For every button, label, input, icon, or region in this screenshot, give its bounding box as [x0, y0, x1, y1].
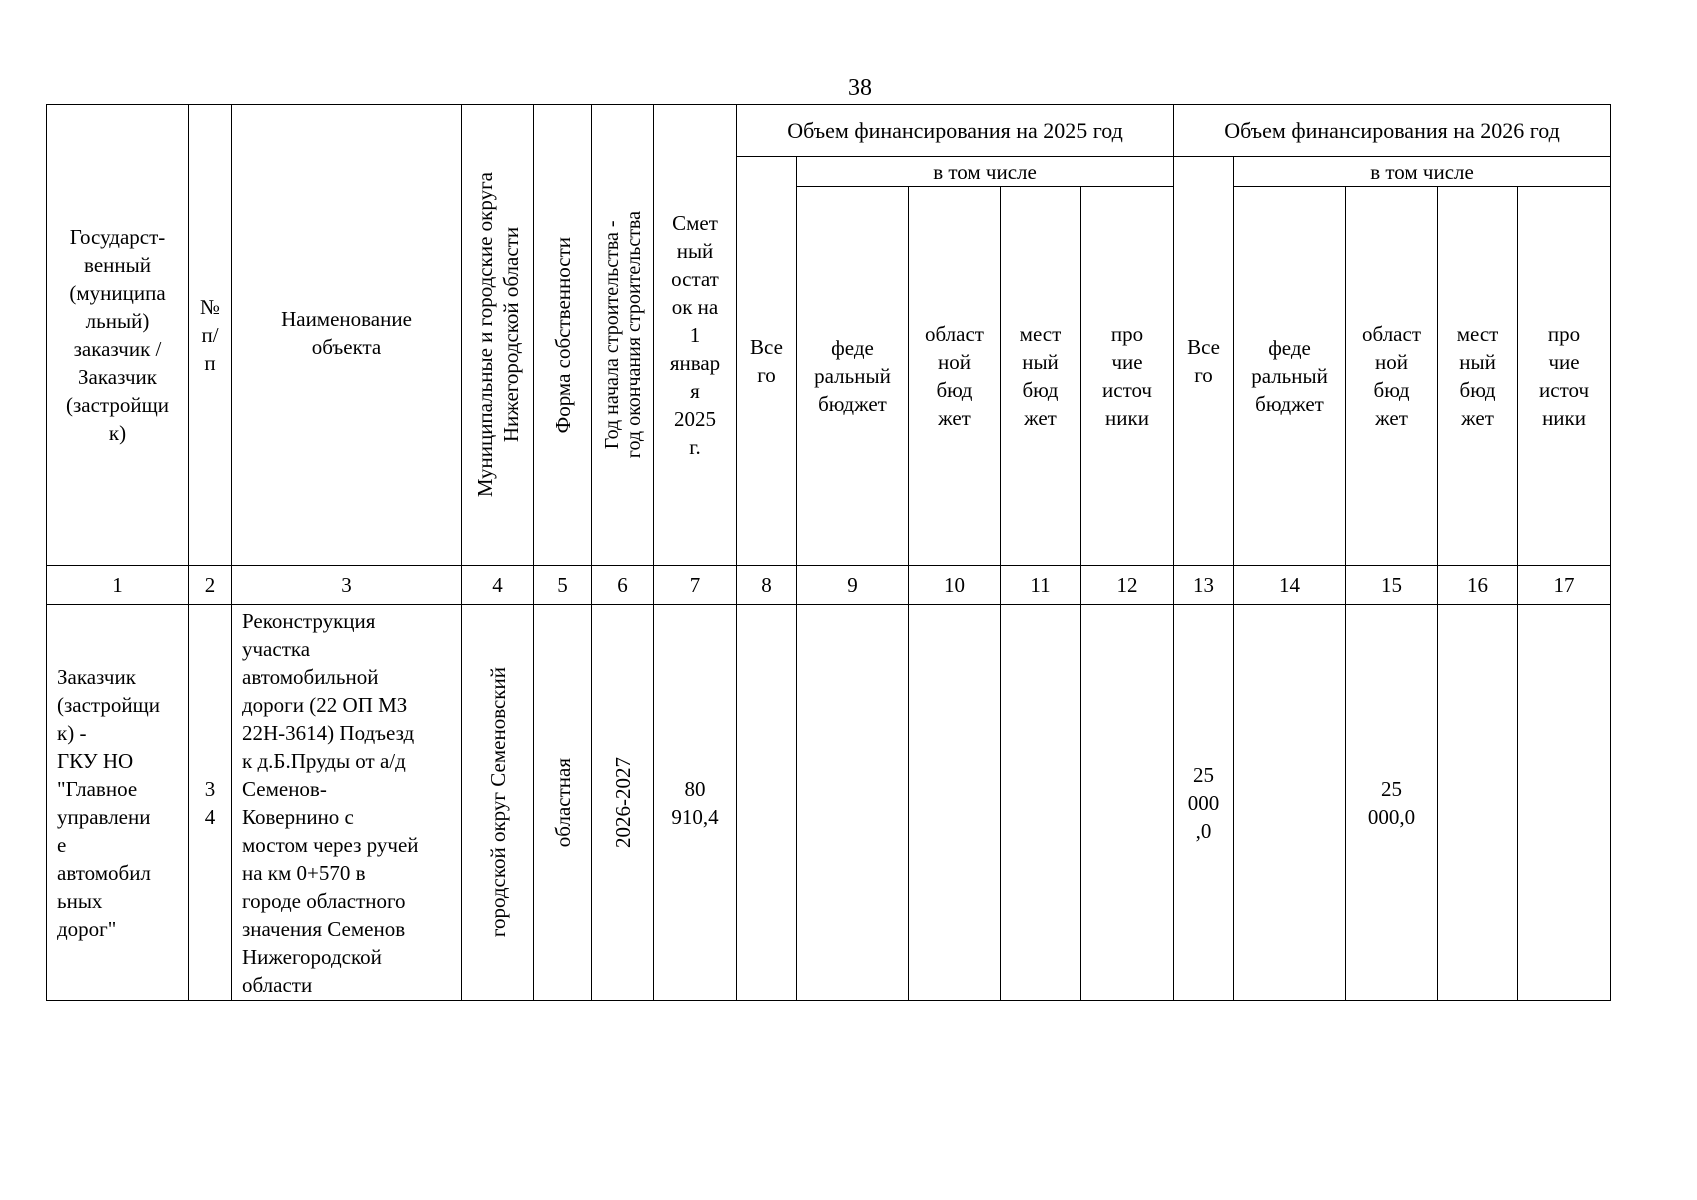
column-number: 17 [1518, 566, 1611, 605]
row-federal-2026 [1234, 605, 1346, 1001]
header-total-2025: Все го [737, 157, 797, 566]
header-num: № п/ п [189, 105, 232, 566]
header-municipality-label: Муниципальные и городские округа Нижегородской области [472, 172, 523, 498]
column-numbers-row [47, 566, 1611, 605]
row-municipality-label: городской округ Семеновский [485, 667, 510, 938]
header-regional-2025: област ной бюд жет [909, 187, 1001, 566]
header-federal-2025: феде ральный бюджет [797, 187, 909, 566]
row-total-2026: 25 000 ,0 [1174, 605, 1234, 1001]
column-number: 15 [1346, 566, 1438, 605]
header-customer: Государст- венный (муниципа льный) заказчик / Заказчик (застройщи к) [47, 105, 189, 566]
row-local-2025 [1001, 605, 1081, 1001]
column-number: 6 [592, 566, 654, 605]
header-funding-2026: Объем финансирования на 2026 год [1174, 105, 1611, 157]
header-ownership-label: Форма собственности [550, 236, 575, 434]
column-number: 5 [534, 566, 592, 605]
header-years [592, 105, 654, 566]
column-number: 16 [1438, 566, 1518, 605]
header-funding-2025: Объем финансирования на 2025 год [737, 105, 1174, 157]
column-number: 14 [1234, 566, 1346, 605]
column-number: 2 [189, 566, 232, 605]
header-years-label: Год начала строительства - год окончания строительства [600, 211, 645, 459]
page-number: 38 [848, 75, 872, 101]
header-object-name: Наименование объекта [232, 105, 462, 566]
row-num: 3 4 [189, 605, 232, 1001]
column-number: 8 [737, 566, 797, 605]
table-row [47, 605, 1611, 1001]
row-other-2026 [1518, 605, 1611, 1001]
row-years-label: 2026-2027 [610, 757, 635, 848]
header-including-2025: в том числе [797, 157, 1174, 187]
row-object-name: Реконструкция участка автомобильной дороги (22 ОП МЗ 22Н-3614) Подъезд к д.Б.Пруды от а/д Семенов- Ковернино с мостом через ручей на км 0+570 в городе областного значения Семенов Нижегородской области [232, 605, 462, 1001]
column-number: 9 [797, 566, 909, 605]
header-local-2026: мест ный бюд жет [1438, 187, 1518, 566]
row-regional-2026: 25 000,0 [1346, 605, 1438, 1001]
header-federal-2026: феде ральный бюджет [1234, 187, 1346, 566]
row-federal-2025 [797, 605, 909, 1001]
header-total-2026: Все го [1174, 157, 1234, 566]
header-estimate: Смет ный остат ок на 1 январ я 2025 г. [654, 105, 737, 566]
row-ownership-label: областная [550, 757, 575, 848]
column-number: 11 [1001, 566, 1081, 605]
row-other-2025 [1081, 605, 1174, 1001]
header-municipality [462, 105, 534, 566]
row-local-2026 [1438, 605, 1518, 1001]
row-years [592, 605, 654, 1001]
header-including-2026: в том числе [1234, 157, 1611, 187]
row-customer: Заказчик (застройщи к) - ГКУ НО "Главное управлени е автомобил ьных дорог" [47, 605, 189, 1001]
column-number: 12 [1081, 566, 1174, 605]
row-ownership [534, 605, 592, 1001]
column-number: 10 [909, 566, 1001, 605]
header-other-2025: про чие источ ники [1081, 187, 1174, 566]
header-regional-2026: област ной бюд жет [1346, 187, 1438, 566]
row-estimate: 80 910,4 [654, 605, 737, 1001]
column-number: 4 [462, 566, 534, 605]
column-number: 7 [654, 566, 737, 605]
header-local-2025: мест ный бюд жет [1001, 187, 1081, 566]
header-other-2026: про чие источ ники [1518, 187, 1611, 566]
column-number: 1 [47, 566, 189, 605]
row-municipality [462, 605, 534, 1001]
header-ownership [534, 105, 592, 566]
row-total-2025 [737, 605, 797, 1001]
row-regional-2025 [909, 605, 1001, 1001]
financing-table [46, 104, 1611, 1001]
column-number: 13 [1174, 566, 1234, 605]
column-number: 3 [232, 566, 462, 605]
